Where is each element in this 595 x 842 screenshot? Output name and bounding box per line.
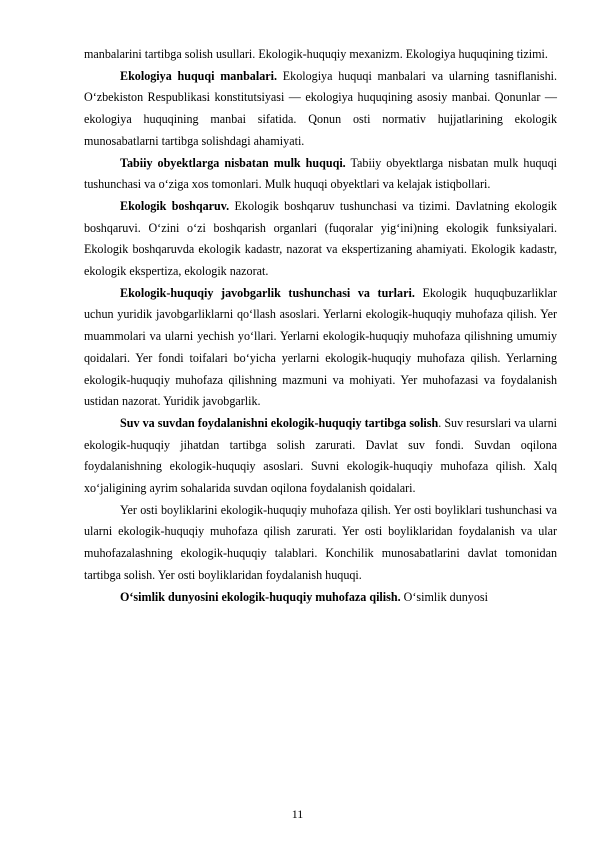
paragraph-intro [84,44,557,66]
paragraph-heading: Tabiiy obyektlarga nisbatan mulk huquqi. [120,155,346,170]
paragraph-property-rights [84,153,557,196]
paragraph-heading: O‘simlik dunyosini ekologik-huquqiy muhofaza qilish. [120,589,401,604]
page-number: 11 [291,807,304,821]
paragraph-text: Ekologiya huquqi manbalari va ularning tasniflanishi. O‘zbekiston Respublikasi konstitutsiyasi — ekologiya huquqining asosiy manbai. Qonunlar — ekologiya huquqining manbai sifatida. Qonun osti normativ hujjatlarining ekologik munosabatlarni tartibga solishdagi ahamiyati. [84,68,558,148]
paragraph-subsoil [84,500,557,587]
paragraph-heading: Ekologik boshqaruv. [120,198,230,213]
paragraph-water [84,413,557,500]
paragraph-sources [84,66,557,153]
paragraph-text: Ekologik huquqbuzarliklar uchun yuridik javobgarliklarni qo‘llash asoslari. Yerlarni ekologik-huquqiy muhofaza qilish. Yer muammolari va ularni yechish yo‘llari. Yerlarni ekologik-huquqiy muhofaza qilishning umumiy qoidalari. Yer fondi toifalari bo‘yicha yerlarni ekologik-huquqiy muhofaza qilish. Yerlarning ekologik-huquqiy muhofaza qilishning mazmuni va mohiyati. Yer muhofazasi va foydalanish ustidan nazorat. Yuridik javobgarlik. [84,285,557,409]
paragraph-text: manbalarini tartibga solish usullari. Ekologik-huquqiy mexanizm. Ekologiya huquqining tizimi. [84,47,548,61]
paragraph-text: Yer osti boyliklarini ekologik-huquqiy muhofaza qilish. Yer osti boyliklari tushunchasi va ularni ekologik-huquqiy muhofaza qilish zarurati. Yer osti boyliklaridan foydalanish va ular muhofazalashning ekologik-huquqiy talablari. Konchilik munosabatlarini davlat tomonidan tartibga solish. Yer osti boyliklaridan foydalanish huquqi. [84,502,557,582]
paragraph-text: Tabiiy obyektlarga nisbatan mulk huquqi tushunchasi va o‘ziga xos tomonlari. Mulk huquqi obyektlari va kelajak istiqbollari. [84,155,557,192]
paragraph-liability [84,283,557,413]
paragraph-flora [84,587,557,609]
paragraph-ecological-management [84,196,557,283]
paragraph-heading: Suv va suvdan foydalanishni ekologik-huquqiy tartibga solish [120,415,439,430]
document-page [84,44,557,608]
paragraph-text: O‘simlik dunyosi [400,589,488,604]
paragraph-text: Ekologik boshqaruv tushunchasi va tizimi. Davlatning ekologik boshqaruvi. O‘zini o‘zi boshqarish organlari (fuqoralar yig‘ini)ning ekologik funksiyalari. Ekologik boshqaruvda ekologik kadastr, nazorat va ekspertizaning ahamiyati. Ekologik kadastr, ekologik ekspertiza, ekologik nazorat. [84,198,557,279]
paragraph-text: . Suv resurslari va ularni ekologik-huquqiy jihatdan tartibga solish zarurati. Davlat suv fondi. Suvdan oqilona foydalanishning ekologik-huquqiy asoslari. Suvni ekologik-huquqiy muhofaza qilish. Xalq xo‘jaligining ayrim sohalarida suvdan oqilona foydalanish qoidalari. [84,415,557,496]
paragraph-heading: Ekologiya huquqi manbalari. [120,68,278,83]
paragraph-heading: Ekologik-huquqiy javobgarlik tushunchasi va turlari. [120,285,415,300]
